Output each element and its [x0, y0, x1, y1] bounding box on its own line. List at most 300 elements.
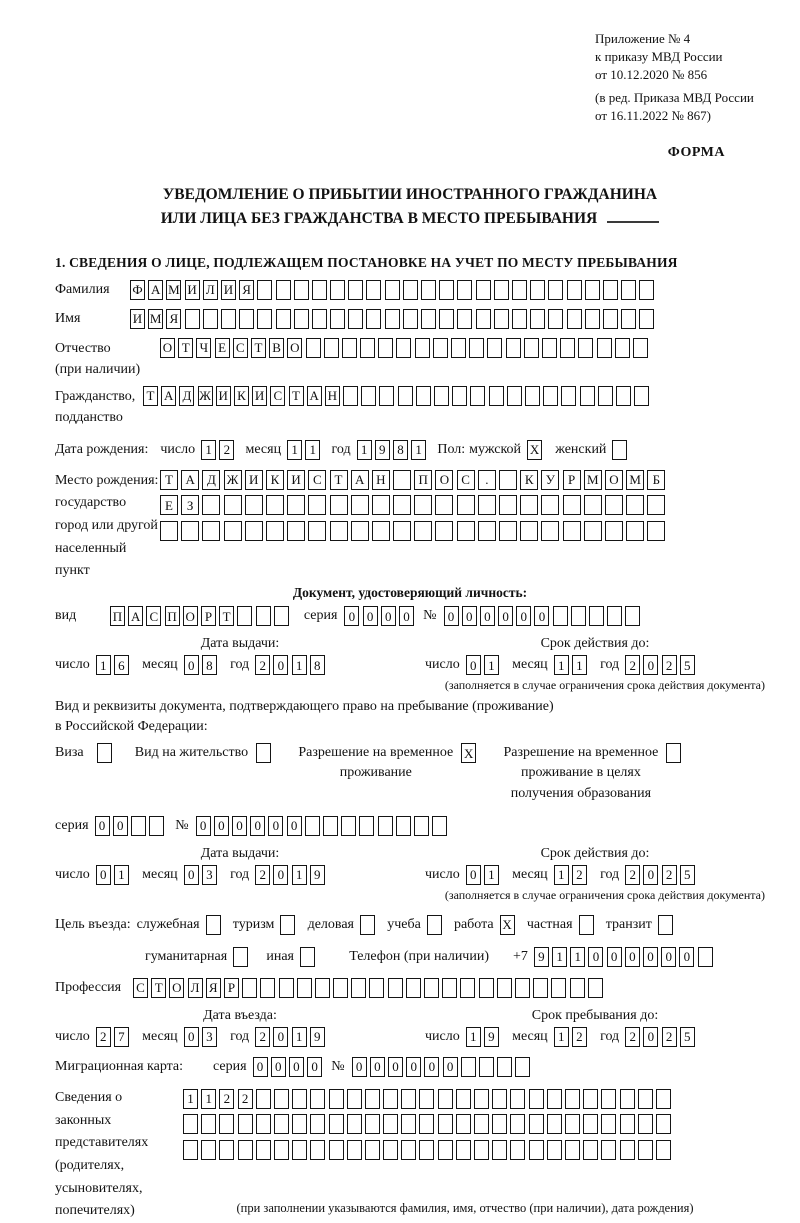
form-cell[interactable] [287, 521, 305, 541]
form-cell[interactable] [478, 495, 496, 515]
form-cell[interactable]: 2 [238, 1089, 253, 1109]
form-cell[interactable]: О [160, 338, 175, 358]
form-cell[interactable]: 0 [679, 947, 694, 967]
form-cell[interactable] [585, 309, 600, 329]
form-cell[interactable] [238, 1140, 253, 1160]
form-cell[interactable] [385, 280, 400, 300]
form-cell[interactable] [563, 521, 581, 541]
form-cell[interactable] [160, 521, 178, 541]
form-cell[interactable] [280, 915, 295, 935]
form-cell[interactable]: С [457, 470, 475, 490]
form-cell[interactable] [306, 338, 321, 358]
form-cell[interactable]: Р [224, 978, 239, 998]
form-cell[interactable] [638, 1114, 653, 1134]
form-cell[interactable] [530, 309, 545, 329]
form-cell[interactable]: Н [325, 386, 340, 406]
form-cell[interactable] [529, 1140, 544, 1160]
form-cell[interactable]: 0 [307, 1057, 322, 1077]
form-cell[interactable] [626, 495, 644, 515]
form-cell[interactable] [287, 495, 305, 515]
form-cell[interactable] [347, 1089, 362, 1109]
form-cell[interactable]: Т [178, 338, 193, 358]
form-cell[interactable]: К [266, 470, 284, 490]
form-cell[interactable]: 0 [352, 1057, 367, 1077]
form-cell[interactable] [474, 1114, 489, 1134]
form-cell[interactable] [276, 309, 291, 329]
form-cell[interactable]: Р [201, 606, 216, 626]
form-cell[interactable] [308, 495, 326, 515]
form-cell[interactable]: С [146, 606, 161, 626]
form-cell[interactable]: 0 [443, 1057, 458, 1077]
form-cell[interactable]: 0 [273, 865, 288, 885]
form-cell[interactable]: 0 [498, 606, 513, 626]
form-cell[interactable] [414, 521, 432, 541]
form-cell[interactable] [383, 1140, 398, 1160]
form-cell[interactable] [512, 280, 527, 300]
form-cell[interactable] [383, 1114, 398, 1134]
form-cell[interactable] [506, 338, 521, 358]
form-cell[interactable] [419, 1114, 434, 1134]
form-cell[interactable]: 8 [310, 655, 325, 675]
form-cell[interactable] [245, 521, 263, 541]
form-cell[interactable]: 3 [202, 865, 217, 885]
form-cell[interactable] [256, 1140, 271, 1160]
form-cell[interactable] [601, 1140, 616, 1160]
form-cell[interactable] [351, 978, 366, 998]
form-cell[interactable]: 2 [255, 1027, 270, 1047]
form-cell[interactable] [547, 1114, 562, 1134]
form-cell[interactable]: Д [202, 470, 220, 490]
form-cell[interactable] [330, 521, 348, 541]
form-cell[interactable] [621, 280, 636, 300]
form-cell[interactable]: Т [143, 386, 158, 406]
form-cell[interactable] [563, 495, 581, 515]
form-cell[interactable] [583, 1140, 598, 1160]
form-cell[interactable]: 0 [643, 1027, 658, 1047]
form-cell[interactable] [393, 521, 411, 541]
form-cell[interactable]: А [128, 606, 143, 626]
form-cell[interactable] [308, 521, 326, 541]
form-cell[interactable]: 0 [643, 865, 658, 885]
form-cell[interactable] [589, 606, 604, 626]
form-cell[interactable] [457, 495, 475, 515]
form-cell[interactable] [567, 309, 582, 329]
form-cell[interactable]: 1 [570, 947, 585, 967]
form-cell[interactable] [341, 816, 356, 836]
form-cell[interactable] [427, 915, 442, 935]
form-cell[interactable]: 3 [202, 1027, 217, 1047]
form-cell[interactable]: 1 [554, 1027, 569, 1047]
form-cell[interactable]: О [183, 606, 198, 626]
form-cell[interactable] [329, 1140, 344, 1160]
form-cell[interactable]: 2 [625, 865, 640, 885]
form-cell[interactable]: 0 [661, 947, 676, 967]
form-cell[interactable] [274, 606, 289, 626]
form-cell[interactable] [499, 495, 517, 515]
form-cell[interactable]: 6 [114, 655, 129, 675]
form-cell[interactable] [329, 1089, 344, 1109]
form-cell[interactable]: 2 [625, 1027, 640, 1047]
form-cell[interactable] [638, 1140, 653, 1160]
form-cell[interactable]: З [181, 495, 199, 515]
form-cell[interactable]: 1 [305, 440, 320, 460]
form-cell[interactable]: 0 [381, 606, 396, 626]
form-cell[interactable]: 0 [424, 1057, 439, 1077]
form-cell[interactable] [310, 1114, 325, 1134]
form-cell[interactable]: 9 [310, 865, 325, 885]
form-cell[interactable] [372, 521, 390, 541]
form-cell[interactable]: 1 [484, 655, 499, 675]
form-cell[interactable]: 1 [484, 865, 499, 885]
form-cell[interactable] [219, 1114, 234, 1134]
form-cell[interactable] [294, 309, 309, 329]
form-cell[interactable] [221, 309, 236, 329]
form-cell[interactable] [348, 280, 363, 300]
form-cell[interactable] [561, 386, 576, 406]
form-cell[interactable]: Е [215, 338, 230, 358]
form-cell[interactable] [149, 816, 164, 836]
form-cell[interactable]: 0 [480, 606, 495, 626]
form-cell[interactable]: 1 [183, 1089, 198, 1109]
form-cell[interactable] [351, 521, 369, 541]
form-cell[interactable] [393, 495, 411, 515]
form-cell[interactable]: 0 [370, 1057, 385, 1077]
form-cell[interactable] [385, 309, 400, 329]
form-cell[interactable] [456, 1140, 471, 1160]
form-cell[interactable]: 0 [250, 816, 265, 836]
form-cell[interactable] [489, 386, 504, 406]
form-cell[interactable] [238, 1114, 253, 1134]
form-cell[interactable]: Л [203, 280, 218, 300]
form-cell[interactable]: Т [251, 338, 266, 358]
form-cell[interactable]: 0 [344, 606, 359, 626]
form-cell[interactable]: 0 [643, 655, 658, 675]
form-cell[interactable]: 0 [363, 606, 378, 626]
form-cell[interactable] [626, 521, 644, 541]
form-cell[interactable]: 8 [393, 440, 408, 460]
form-cell[interactable] [312, 280, 327, 300]
form-cell[interactable] [379, 386, 394, 406]
form-cell[interactable]: 2 [219, 440, 234, 460]
form-cell[interactable] [639, 309, 654, 329]
form-cell[interactable] [365, 1114, 380, 1134]
form-cell[interactable]: А [181, 470, 199, 490]
form-cell[interactable] [256, 1089, 271, 1109]
form-cell[interactable] [97, 743, 112, 763]
form-cell[interactable] [442, 978, 457, 998]
form-cell[interactable] [548, 280, 563, 300]
form-cell[interactable] [256, 743, 271, 763]
form-cell[interactable]: 0 [399, 606, 414, 626]
form-cell[interactable] [571, 606, 586, 626]
form-cell[interactable] [460, 978, 475, 998]
form-cell[interactable]: Д [179, 386, 194, 406]
form-cell[interactable]: К [234, 386, 249, 406]
form-cell[interactable]: Т [219, 606, 234, 626]
form-cell[interactable]: X [461, 743, 476, 763]
form-cell[interactable]: 0 [643, 947, 658, 967]
form-cell[interactable] [369, 978, 384, 998]
form-cell[interactable] [541, 521, 559, 541]
form-cell[interactable] [279, 978, 294, 998]
form-cell[interactable] [242, 978, 257, 998]
form-cell[interactable] [348, 309, 363, 329]
form-cell[interactable]: И [185, 280, 200, 300]
form-cell[interactable] [414, 816, 429, 836]
form-cell[interactable] [266, 521, 284, 541]
form-cell[interactable] [245, 495, 263, 515]
form-cell[interactable]: Б [647, 470, 665, 490]
form-cell[interactable] [439, 309, 454, 329]
form-cell[interactable]: 0 [466, 865, 481, 885]
form-cell[interactable] [292, 1140, 307, 1160]
form-cell[interactable]: 2 [219, 1089, 234, 1109]
form-cell[interactable] [329, 1114, 344, 1134]
form-cell[interactable]: С [308, 470, 326, 490]
form-cell[interactable]: 1 [292, 655, 307, 675]
form-cell[interactable] [499, 470, 517, 490]
form-cell[interactable]: И [245, 470, 263, 490]
form-cell[interactable]: Я [239, 280, 254, 300]
form-cell[interactable] [416, 386, 431, 406]
form-cell[interactable] [529, 1114, 544, 1134]
form-cell[interactable]: 0 [184, 1027, 199, 1047]
form-cell[interactable]: 1 [96, 655, 111, 675]
form-cell[interactable]: С [133, 978, 148, 998]
form-cell[interactable] [633, 338, 648, 358]
form-cell[interactable]: 5 [680, 1027, 695, 1047]
form-cell[interactable]: Т [289, 386, 304, 406]
form-cell[interactable] [183, 1140, 198, 1160]
form-cell[interactable] [401, 1089, 416, 1109]
form-cell[interactable] [432, 816, 447, 836]
form-cell[interactable]: А [148, 280, 163, 300]
form-cell[interactable] [202, 495, 220, 515]
form-cell[interactable] [257, 309, 272, 329]
form-cell[interactable] [435, 495, 453, 515]
form-cell[interactable] [666, 743, 681, 763]
form-cell[interactable]: 1 [292, 1027, 307, 1047]
form-cell[interactable] [276, 280, 291, 300]
form-cell[interactable] [330, 495, 348, 515]
form-cell[interactable] [620, 1114, 635, 1134]
form-cell[interactable] [347, 1114, 362, 1134]
form-cell[interactable]: Я [206, 978, 221, 998]
form-cell[interactable] [372, 495, 390, 515]
form-cell[interactable]: 9 [310, 1027, 325, 1047]
form-cell[interactable] [638, 1089, 653, 1109]
form-cell[interactable] [584, 495, 602, 515]
form-cell[interactable] [256, 1114, 271, 1134]
form-cell[interactable]: Ф [130, 280, 145, 300]
form-cell[interactable]: 0 [406, 1057, 421, 1077]
form-cell[interactable] [474, 1089, 489, 1109]
form-cell[interactable]: П [110, 606, 125, 626]
form-cell[interactable] [333, 978, 348, 998]
form-cell[interactable] [584, 521, 602, 541]
form-cell[interactable] [239, 309, 254, 329]
form-cell[interactable]: 2 [572, 1027, 587, 1047]
form-cell[interactable] [499, 521, 517, 541]
form-cell[interactable] [415, 338, 430, 358]
form-cell[interactable]: С [233, 338, 248, 358]
form-cell[interactable] [438, 1089, 453, 1109]
form-cell[interactable] [201, 1140, 216, 1160]
form-cell[interactable]: 0 [253, 1057, 268, 1077]
form-cell[interactable] [541, 495, 559, 515]
form-cell[interactable]: И [252, 386, 267, 406]
form-cell[interactable]: 0 [184, 655, 199, 675]
form-cell[interactable] [515, 978, 530, 998]
form-cell[interactable] [266, 495, 284, 515]
form-cell[interactable] [403, 309, 418, 329]
form-cell[interactable] [479, 1057, 494, 1077]
form-cell[interactable]: А [307, 386, 322, 406]
form-cell[interactable]: Т [151, 978, 166, 998]
form-cell[interactable] [419, 1140, 434, 1160]
form-cell[interactable] [292, 1114, 307, 1134]
form-cell[interactable]: П [165, 606, 180, 626]
form-cell[interactable] [414, 495, 432, 515]
form-cell[interactable] [698, 947, 713, 967]
form-cell[interactable] [478, 521, 496, 541]
form-cell[interactable]: 0 [271, 1057, 286, 1077]
form-cell[interactable]: 0 [232, 816, 247, 836]
form-cell[interactable] [565, 1114, 580, 1134]
form-cell[interactable]: 1 [292, 865, 307, 885]
form-cell[interactable] [512, 309, 527, 329]
form-cell[interactable] [560, 338, 575, 358]
form-cell[interactable]: К [520, 470, 538, 490]
form-cell[interactable] [294, 280, 309, 300]
form-cell[interactable] [601, 1089, 616, 1109]
form-cell[interactable] [494, 309, 509, 329]
form-cell[interactable] [658, 915, 673, 935]
form-cell[interactable] [300, 947, 315, 967]
form-cell[interactable]: 0 [462, 606, 477, 626]
form-cell[interactable]: В [269, 338, 284, 358]
form-cell[interactable] [224, 521, 242, 541]
form-cell[interactable] [438, 1140, 453, 1160]
form-cell[interactable] [257, 280, 272, 300]
form-cell[interactable] [342, 338, 357, 358]
form-cell[interactable] [507, 386, 522, 406]
form-cell[interactable] [360, 338, 375, 358]
form-cell[interactable]: 0 [466, 655, 481, 675]
form-cell[interactable] [201, 1114, 216, 1134]
form-cell[interactable] [615, 338, 630, 358]
form-cell[interactable]: 0 [588, 947, 603, 967]
form-cell[interactable]: 2 [662, 1027, 677, 1047]
form-cell[interactable] [621, 309, 636, 329]
form-cell[interactable]: О [169, 978, 184, 998]
form-cell[interactable]: 7 [114, 1027, 129, 1047]
form-cell[interactable]: И [221, 280, 236, 300]
form-cell[interactable]: Т [330, 470, 348, 490]
form-cell[interactable] [497, 1057, 512, 1077]
form-cell[interactable]: X [527, 440, 542, 460]
form-cell[interactable] [398, 386, 413, 406]
form-cell[interactable]: О [435, 470, 453, 490]
form-cell[interactable] [401, 1140, 416, 1160]
form-cell[interactable] [494, 280, 509, 300]
form-cell[interactable] [233, 947, 248, 967]
form-cell[interactable]: И [216, 386, 231, 406]
form-cell[interactable] [305, 816, 320, 836]
form-cell[interactable]: 9 [534, 947, 549, 967]
form-cell[interactable] [237, 606, 252, 626]
form-cell[interactable]: Ж [224, 470, 242, 490]
form-cell[interactable] [330, 309, 345, 329]
form-cell[interactable] [378, 816, 393, 836]
form-cell[interactable] [492, 1140, 507, 1160]
form-cell[interactable] [656, 1114, 671, 1134]
form-cell[interactable]: 0 [607, 947, 622, 967]
form-cell[interactable]: А [351, 470, 369, 490]
form-cell[interactable]: Ч [196, 338, 211, 358]
form-cell[interactable]: 0 [268, 816, 283, 836]
form-cell[interactable] [583, 1089, 598, 1109]
form-cell[interactable] [612, 440, 627, 460]
form-cell[interactable]: 1 [201, 1089, 216, 1109]
form-cell[interactable]: 1 [114, 865, 129, 885]
form-cell[interactable] [639, 280, 654, 300]
form-cell[interactable] [492, 1114, 507, 1134]
form-cell[interactable]: С [270, 386, 285, 406]
form-cell[interactable] [457, 309, 472, 329]
form-cell[interactable] [312, 309, 327, 329]
form-cell[interactable] [456, 1089, 471, 1109]
form-cell[interactable] [365, 1089, 380, 1109]
form-cell[interactable] [383, 1089, 398, 1109]
form-cell[interactable] [421, 309, 436, 329]
form-cell[interactable] [219, 1140, 234, 1160]
form-cell[interactable]: 0 [289, 1057, 304, 1077]
form-cell[interactable]: О [605, 470, 623, 490]
form-cell[interactable] [396, 338, 411, 358]
form-cell[interactable] [421, 280, 436, 300]
form-cell[interactable] [533, 978, 548, 998]
form-cell[interactable] [520, 521, 538, 541]
form-cell[interactable] [620, 1089, 635, 1109]
form-cell[interactable]: 1 [554, 865, 569, 885]
form-cell[interactable]: 1 [466, 1027, 481, 1047]
form-cell[interactable] [388, 978, 403, 998]
form-cell[interactable]: 0 [113, 816, 128, 836]
form-cell[interactable]: А [161, 386, 176, 406]
form-cell[interactable] [452, 386, 467, 406]
form-cell[interactable] [547, 1089, 562, 1109]
form-cell[interactable]: 2 [255, 865, 270, 885]
form-cell[interactable]: 1 [357, 440, 372, 460]
form-cell[interactable]: И [287, 470, 305, 490]
form-cell[interactable] [647, 521, 665, 541]
form-cell[interactable] [310, 1089, 325, 1109]
form-cell[interactable]: П [414, 470, 432, 490]
form-cell[interactable]: 0 [516, 606, 531, 626]
form-cell[interactable]: 2 [662, 865, 677, 885]
form-cell[interactable] [476, 309, 491, 329]
form-cell[interactable] [274, 1089, 289, 1109]
form-cell[interactable] [439, 280, 454, 300]
form-cell[interactable] [256, 606, 271, 626]
form-cell[interactable]: 8 [202, 655, 217, 675]
form-cell[interactable] [433, 338, 448, 358]
form-cell[interactable] [260, 978, 275, 998]
form-cell[interactable]: 0 [388, 1057, 403, 1077]
form-cell[interactable] [297, 978, 312, 998]
form-cell[interactable] [224, 495, 242, 515]
